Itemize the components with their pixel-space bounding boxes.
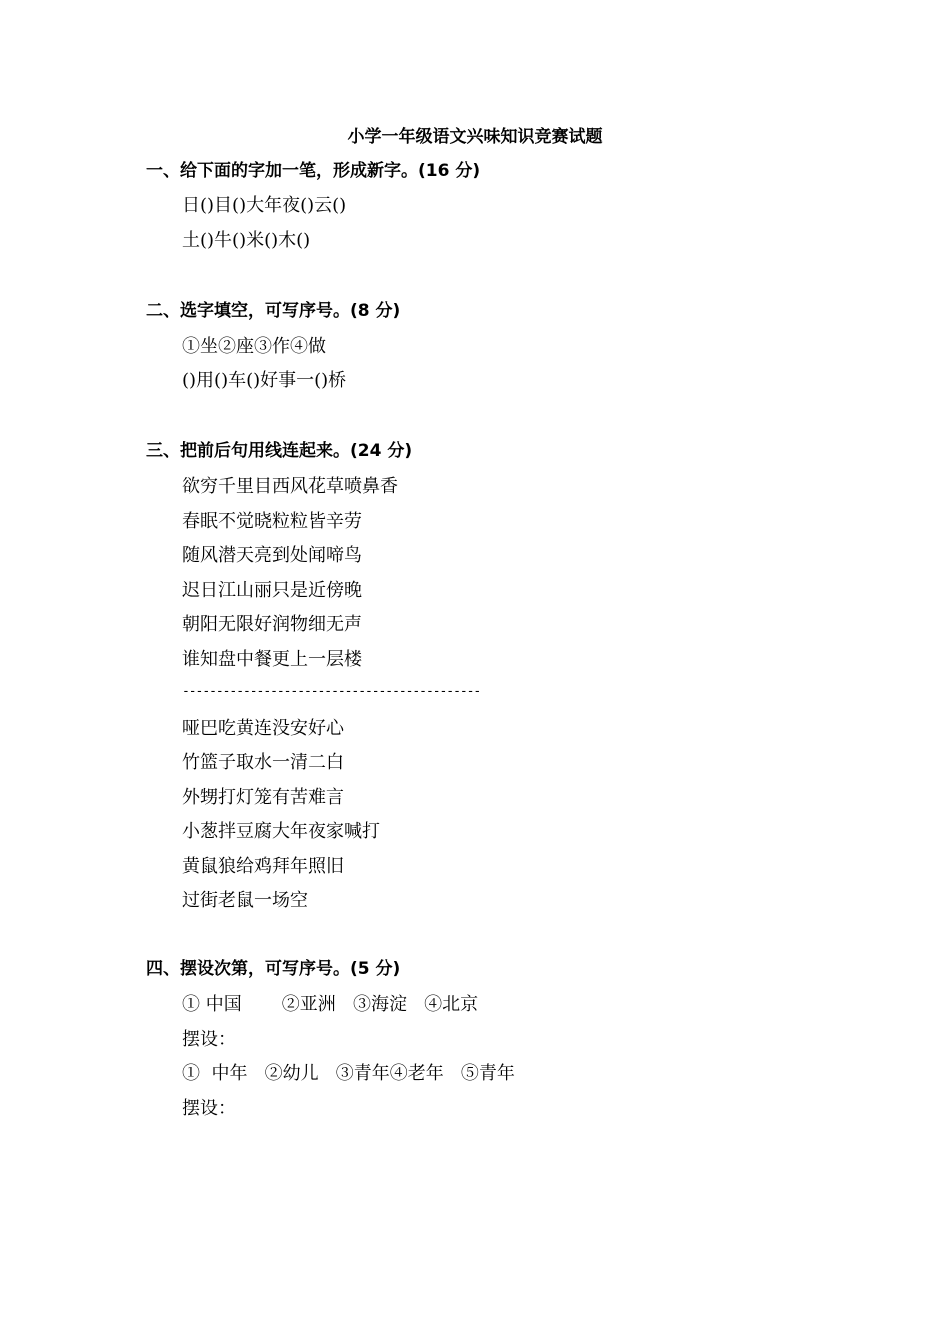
order-answer-1: 摆设： [182, 1029, 236, 1050]
idiom-line-4: 小葱拌豆腐大年夜家喊打 [182, 821, 380, 842]
section-2-line-2: ()用()车()好事一()桥 [182, 370, 347, 391]
order-answer-2: 摆设： [182, 1098, 236, 1119]
section-2-heading: 二、选字填空，可写序号。(8 分) [146, 301, 401, 321]
section-2-line-1: ①坐②座③作④做 [182, 336, 326, 357]
poem-line-2: 春眠不觉晓粒粒皆辛劳 [182, 511, 362, 532]
idiom-line-2: 竹篮子取水一清二白 [182, 752, 344, 773]
idiom-line-6: 过街老鼠一场空 [182, 890, 308, 911]
section-1-heading: 一、给下面的字加一笔，形成新字。(16 分) [146, 161, 481, 181]
section-3-heading: 三、把前后句用线连起来。(24 分) [146, 441, 413, 461]
poem-line-4: 迟日江山丽只是近傍晚 [182, 580, 362, 601]
page-title: 小学一年级语文兴味知识竞赛试题 [347, 127, 603, 147]
section-1-line-2: 土()牛()米()木() [182, 230, 311, 251]
poem-line-1: 欲穷千里目西风花草喷鼻香 [182, 476, 398, 497]
idiom-line-3: 外甥打灯笼有苦难言 [182, 787, 344, 808]
section-1-line-1: 日()目()大年夜()云() [182, 195, 347, 216]
separator-line: -------------------------------------------- [182, 684, 481, 699]
poem-line-5: 朝阳无限好润物细无声 [182, 614, 362, 635]
idiom-line-1: 哑巴吃黄连没安好心 [182, 718, 344, 739]
section-4-heading: 四、摆设次第，可写序号。(5 分) [146, 959, 401, 979]
order-items-2: ① 中年 ②幼儿 ③青年④老年 ⑤青年 [182, 1063, 515, 1084]
poem-line-3: 随风潜天亮到处闻啼鸟 [182, 545, 362, 566]
idiom-line-5: 黄鼠狼给鸡拜年照旧 [182, 856, 344, 877]
poem-line-6: 谁知盘中餐更上一层楼 [182, 649, 362, 670]
order-items-1: ① 中国 ②亚洲 ③海淀 ④北京 [182, 994, 479, 1015]
